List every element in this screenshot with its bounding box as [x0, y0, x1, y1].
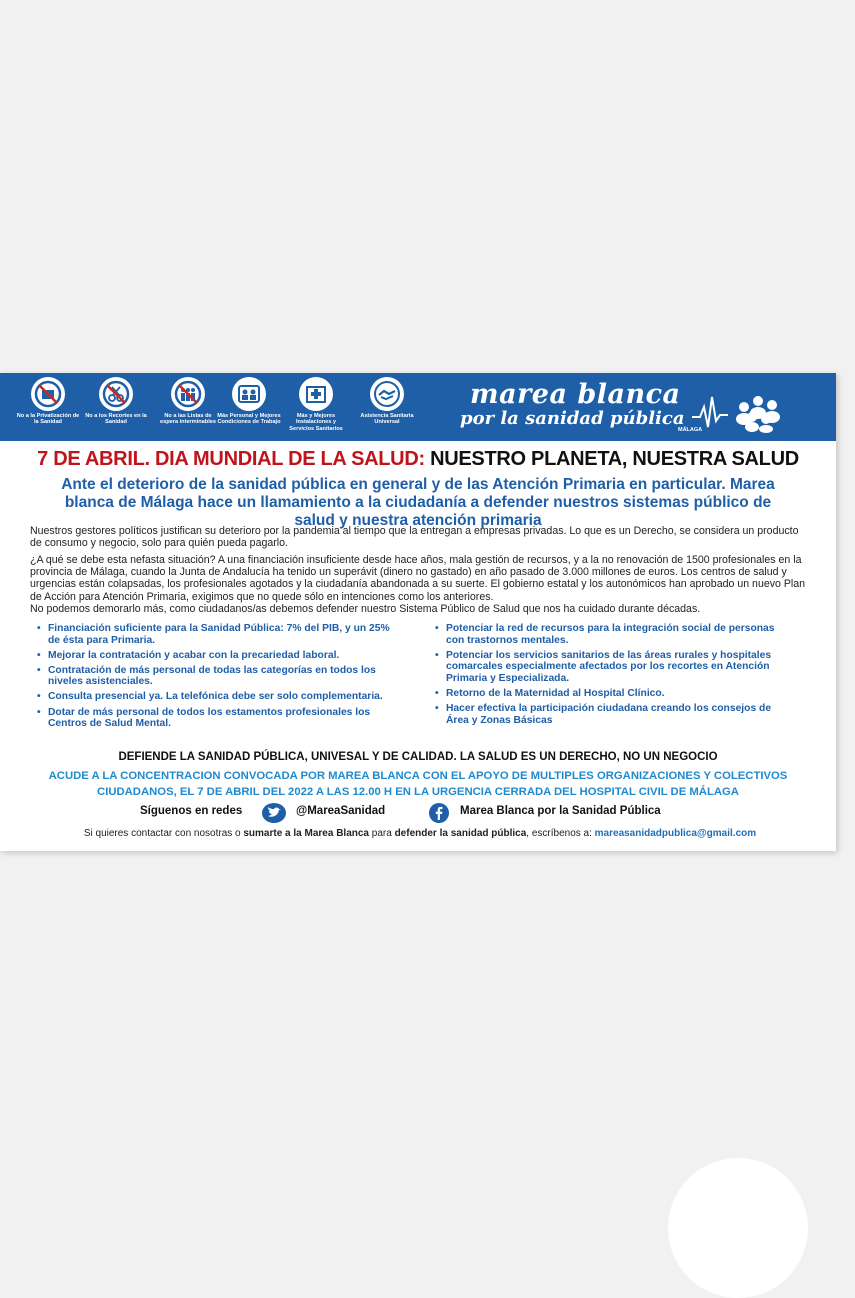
universal-care-icon — [370, 377, 404, 411]
contact-defend: defender la sanidad pública — [394, 828, 527, 839]
page-title — [0, 448, 836, 471]
list-item: • Financiación suficiente para la Sanidad Pública: 7% del PIB, y un 25% de ésta para Primaria. — [36, 623, 396, 646]
twitter-handle[interactable]: @MareaSanidad — [296, 805, 386, 817]
demands-right-list — [434, 623, 784, 730]
no-privatization-item: No a la Privatización de la Sanidad — [15, 377, 81, 426]
better-facilities-icon — [299, 377, 333, 411]
headline-date: 7 DE ABRIL. DIA MUNDIAL DE LA SALUD: — [37, 448, 425, 470]
list-item: • Retorno de la Maternidad al Hospital Clínico. — [434, 688, 784, 700]
subheadline: Ante el deterioro de la sanidad pública en general y de las Atención Primaria en particular. Marea blanca de Málaga hace un llamamiento a la ciudadanía a defender nuestros sistemas público de salud y nuestra atención primaria — [61, 476, 775, 529]
brand-city: MÁLAGA — [678, 427, 703, 433]
no-waiting-lists-icon — [171, 377, 205, 411]
paragraph-2: ¿A qué se debe esta nefasta situación? A una financiación insuficiente desde hace años, mala gestión de recursos, y a la no renovación de 1500 profesionales en la provincia de Málaga, cuando la Junta de Andalucía ha tenido un superávit (dinero no gastado) en año pasado de 3.000 millones de euros. Los centros de salud y urgencias están colapsadas, los profesionales agotados y la ciudadanía abandonada a su suerte. El gobierno estatal y los autonómicos han aprobado un nuevo Plan de Acción para Atención Primaria, exigimos que no quede sólo en intenciones como los anteriores. — [30, 554, 806, 603]
facebook-page-name[interactable]: Marea Blanca por la Sanidad Pública — [460, 805, 661, 817]
no-waiting-lists-item: No a las Listas de espera interminables — [155, 377, 221, 426]
no-cuts-icon — [99, 377, 133, 411]
list-item: • Contratación de más personal de todas las categorías en todos los niveles asistenciales. — [36, 665, 396, 688]
headline-theme: NUESTRO PLANETA, NUESTRA SALUD — [430, 448, 799, 470]
more-staff-icon — [232, 377, 266, 411]
brand-subtitle: por la sanidad pública — [460, 408, 685, 429]
no-cuts-item: No a los Recortes en la Sanidad — [83, 377, 149, 426]
list-item: • Dotar de más personal de todos los estamentos profesionales los Centros de Salud Mental. — [36, 707, 396, 730]
contact-prefix: Si quieres contactar con nosotras o — [83, 828, 244, 839]
more-staff-item: Más Personal y Mejores Condiciones de Trabajo — [216, 377, 282, 426]
list-item: • Hacer efectiva la participación ciudadana creando los consejos de Área y Zonas Básicas — [434, 703, 784, 726]
contact-join: sumarte a la Marea Blanca — [243, 828, 369, 839]
marea-blanca-logo — [460, 377, 830, 437]
list-item: • Potenciar la red de recursos para la integración social de personas con trastornos mentales. — [434, 623, 784, 646]
heartbeat-people-icon — [692, 387, 830, 433]
better-facilities-item: Más y Mejores Instalaciones y Servicios Sanitarios — [283, 377, 349, 432]
follow-label: Síguenos en redes — [140, 805, 243, 817]
list-item: • Consulta presencial ya. La telefónica debe ser solo complementaria. — [36, 691, 396, 703]
contact-mid: para — [369, 828, 395, 839]
list-item: • Mejorar la contratación y acabar con la precariedad laboral. — [36, 650, 396, 662]
paragraph-1: Nuestros gestores políticos justifican su deterioro por la pandemia al tiempo que la entregan a empresas privadas. Lo que es un Derecho, se considera un producto de consumo y negocio, solo para quién pueda pagarlo. — [30, 525, 799, 550]
social-links — [0, 803, 836, 823]
call-to-action: ACUDE A LA CONCENTRACION CONVOCADA POR MAREA BLANCA CON EL APOYO DE MULTIPLES ORGANIZACIONES Y COLECTIVOS CIUDADANOS, EL 7 DE ABRIL DEL 2022 A LAS 12.00 H EN LA URGENCIA CERRADA DEL HOSPITAL CIVIL DE MÁLAGA — [48, 770, 788, 798]
paragraph-3: No podemos demorarlo más, como ciudadanos/as debemos defender nuestro Sistema Público de Salud que nos ha cuidado durante décadas. — [30, 603, 701, 615]
twitter-icon — [262, 803, 286, 828]
list-item: • Potenciar los servicios sanitarios de las áreas rurales y hospitales comarcales especialmente afectados por los recortes en Atención Primaria y Especializada. — [434, 650, 784, 685]
contact-line — [20, 828, 820, 839]
brand-title: marea blanca — [470, 379, 681, 410]
defend-slogan: DEFIENDE LA SANIDAD PÚBLICA, UNIVESAL Y DE CALIDAD. LA SALUD ES UN DERECHO, NO UN NEGOCIO — [118, 751, 718, 763]
floating-button[interactable] — [668, 1158, 808, 1298]
top-banner — [0, 373, 836, 441]
flyer — [0, 373, 836, 851]
facebook-icon — [429, 803, 449, 828]
contact-suffix: , escríbenos a: — [526, 828, 595, 839]
universal-care-item: Asistencia Sanitaria Universal — [354, 377, 420, 426]
no-privatization-icon — [31, 377, 65, 411]
demands-left-list — [36, 623, 396, 733]
contact-email[interactable]: mareasanidadpublica@gmail.com — [594, 828, 757, 839]
